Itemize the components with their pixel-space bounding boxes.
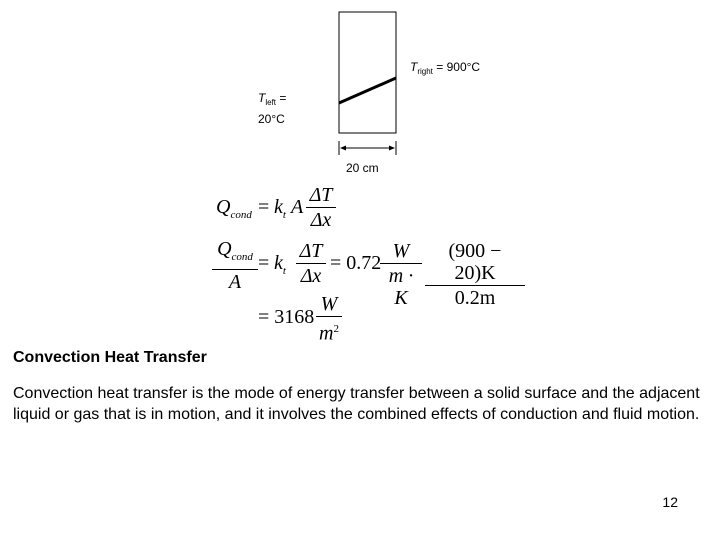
eq2-lhs-numerator: [212, 238, 258, 268]
t-right-subscript: right: [417, 67, 433, 76]
eq1-q-subscript: cond: [230, 209, 252, 221]
eq2-fraction-2: [380, 240, 422, 309]
page-number: 12: [662, 494, 678, 510]
eq2-lhs-bar: [212, 269, 258, 270]
dimension-arrow-right: [389, 146, 395, 151]
eq2-fraction-3-denominator: 0.2m: [454, 287, 496, 309]
eq2-fraction-2-bar: [380, 263, 422, 264]
eq2-lhs-denominator: A: [228, 271, 242, 293]
eq2-fraction-3: [425, 240, 525, 309]
temperature-profile-line: [339, 78, 396, 103]
t-left-label: [258, 90, 286, 127]
eq2-fraction-1-bar: [296, 263, 326, 264]
eq2-fraction-2-denominator: m · K: [388, 265, 414, 309]
eq2-coefficient: = 0.72: [330, 252, 382, 274]
eq2-k-subscript: t: [282, 265, 286, 277]
eq2-q-subscript: cond: [231, 251, 253, 263]
eq1-q-symbol: Q: [216, 196, 231, 218]
eq3-unit-numerator: W: [320, 293, 338, 315]
dimension-arrow-left: [340, 146, 346, 151]
eq3-unit-fraction: [316, 293, 342, 345]
eq2-fraction-3-bar: [425, 285, 525, 286]
eq2-equals: =: [258, 252, 270, 274]
t-left-value: 20°C: [258, 112, 285, 126]
thickness-label: [346, 161, 379, 175]
eq1-fraction-numerator: ΔT: [309, 184, 333, 206]
eq1-area: A: [291, 196, 304, 218]
section-heading: Convection Heat Transfer: [13, 349, 207, 366]
eq3-unit-meter: m: [319, 322, 334, 345]
t-left-subscript: left: [265, 98, 277, 107]
t-right-value: = 900°C: [436, 60, 481, 74]
t-left-equals: =: [279, 91, 287, 105]
eq1-fraction: [306, 184, 336, 231]
eq3-unit-denominator: [316, 318, 342, 345]
eq1-k-symbol: k: [274, 196, 283, 218]
eq2-q-symbol: Q: [217, 238, 232, 260]
eq1-fraction-bar: [306, 207, 336, 208]
eq3-value: = 3168: [258, 306, 315, 328]
eq2-fraction-1-denominator: Δx: [300, 265, 322, 287]
thickness-value: 20 cm: [346, 161, 379, 175]
t-right-label: [410, 60, 480, 79]
eq2-fraction-1-numerator: ΔT: [299, 240, 323, 262]
eq2-fraction-1: [296, 240, 326, 287]
eq2-k-symbol: k: [274, 252, 283, 274]
wall-rectangle: [339, 12, 396, 133]
eq1-k-subscript: t: [282, 209, 286, 221]
t-right-symbol: T: [410, 60, 418, 74]
eq1-lhs: [216, 196, 252, 226]
eq2-kt: [274, 252, 286, 282]
eq2-lhs-fraction: [212, 238, 258, 293]
eq2-fraction-2-numerator: W: [392, 240, 410, 262]
body-paragraph: Convection heat transfer is the mode of energy transfer between a solid surface and the adjacent liquid or gas that is in motion, and it involves the combined effects of conduction and fluid motion.: [13, 385, 700, 423]
eq3-unit-bar: [316, 316, 342, 317]
eq3-unit-exponent: 2: [333, 323, 339, 335]
eq1-fraction-denominator: Δx: [310, 209, 332, 231]
t-left-symbol: T: [258, 91, 266, 105]
eq2-fraction-3-numerator: (900 − 20)K: [448, 240, 502, 284]
eq1-kt: [274, 196, 286, 226]
eq1-equals: =: [258, 196, 270, 218]
